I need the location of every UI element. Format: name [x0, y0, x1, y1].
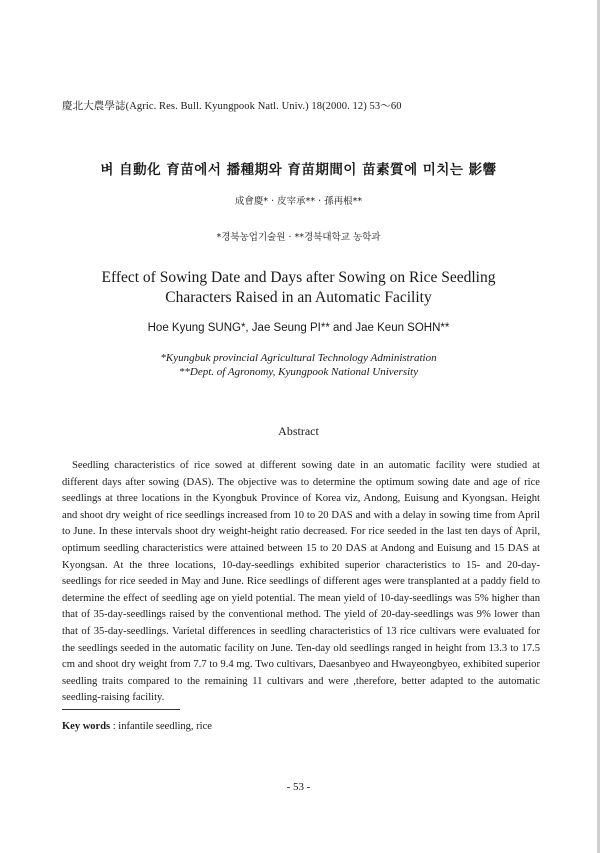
abstract-body: Seedling characteristics of rice sowed at different sowing date in an automatic facility were studied at different days after sowing (DAS). The objective was to determine the optimum sowing date and age of rice seedlings at three locations in the Kyongbuk Province of Korea viz, Andong, Euisung and Kyongsan. Height and shoot dry weight of rice seedlings increased from 10 to 20 DAS and with a delay in sowing time from April to June. In these intervals shoot dry weight-height ratio decreased. For rice seeded in the last ten days of April, optimum seedling characteristics were attained between 15 to 20 DAS at Andong and Euisung and 15 DAS at Kyongsan. At the three locations, 10-day-seedlings exhibited superior characteristics to 15- and 20-day-seedlings for rice seeded in May and June. Rice seedlings of different ages were transplanted at a paddy field to determine the effect of seedling age on yield potential. The mean yield of 10-day-seedlings was 5% higher than that of 35-day-seedlings raised by the conventional method. The yield of 20-day-seedlings was 9% lower than that of 35-day-seedlings. Varietal differences in seedling characteristics of 13 rice cultivars were evaluated for the seedlings seeded in the automatic facility on June. Ten-day old seedlings ranged in height from 13.3 to 17.5 cm and shoot dry weight from 7.7 to 9.4 mg. Two cultivars, Daesanbyeo and Hwayeongbyeo, exhibited superior seedling traits compared to the remaining 11 cultivars and were ,therefore, better adapted to the automatic seedling-raising facility. [62, 460, 540, 704]
footnote-rule [62, 709, 180, 710]
keywords [62, 721, 212, 732]
affiliation-2: **Dept. of Agronomy, Kyungpook National University [178, 366, 419, 378]
english-authors: Hoe Kyung SUNG*, Jae Seung PI** and Jae Keun SOHN** [147, 322, 450, 334]
affiliation-1: *Kyungbuk provincial Agricultural Technology Administration [160, 352, 437, 364]
keywords-value: infantile seedling, rice [118, 721, 212, 732]
english-affiliations [0, 351, 597, 379]
keywords-label: Key words [62, 721, 111, 732]
page-number: - 53 - [286, 781, 311, 793]
journal-citation: 慶北大農學誌(Agric. Res. Bull. Kyungpook Natl. Univ.) 18(2000. 12) 53～60 [62, 101, 402, 112]
english-title-line-2: Characters Raised in an Automatic Facility [165, 289, 432, 306]
korean-authors: 成會慶* · 皮宰承** · 孫再根** [234, 196, 363, 207]
korean-affiliations: *경북농업기술원 · **경북대학교 농학과 [216, 232, 381, 243]
abstract-heading: Abstract [278, 424, 319, 438]
english-title [0, 268, 597, 308]
english-title-line-1: Effect of Sowing Date and Days after Sowing on Rice Seedling [101, 269, 496, 286]
keywords-separator: : [110, 721, 119, 732]
korean-title: 벼 自動化 育苗에서 播種期와 育苗期間이 苗素質에 미치는 影響 [100, 162, 497, 178]
